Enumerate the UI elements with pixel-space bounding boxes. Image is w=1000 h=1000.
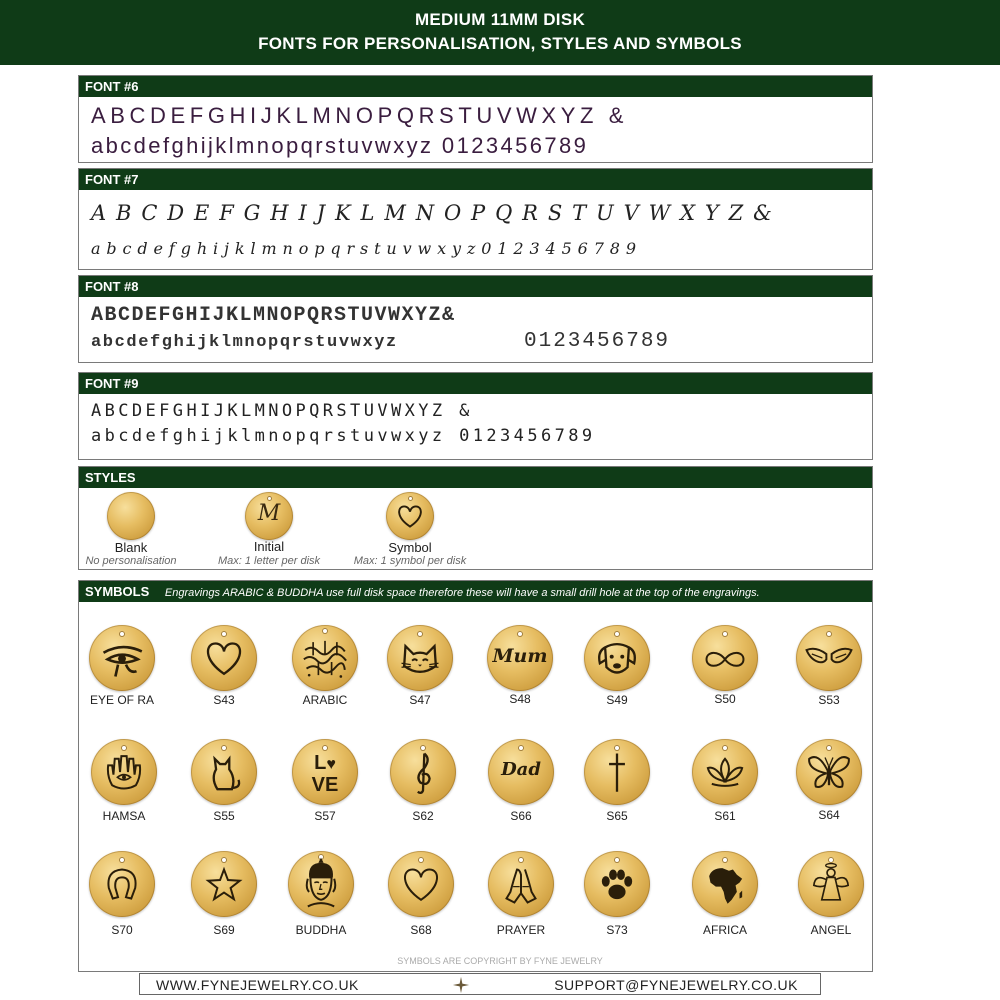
treble-clef-shape bbox=[390, 739, 456, 805]
font-7-lowercase: a b c d e f g h i j k l m n o p q r s t u v w x y z 0 1 2 3 4 5 6 7 8 9 bbox=[91, 239, 637, 258]
symbol-label: S73 bbox=[606, 923, 628, 937]
style-symbol-sub: Max: 1 symbol per disk bbox=[353, 555, 467, 567]
symbol-s49[interactable] bbox=[584, 625, 650, 691]
symbol-prayer[interactable] bbox=[488, 851, 554, 917]
symbol-label: S53 bbox=[818, 693, 840, 707]
font-8-panel bbox=[78, 275, 873, 363]
lotus-icon bbox=[692, 739, 758, 805]
symbol-s43[interactable] bbox=[191, 625, 257, 691]
hamsa-hand-icon bbox=[91, 739, 157, 805]
styles-title: STYLES bbox=[79, 467, 872, 488]
symbols-header bbox=[79, 581, 872, 602]
symbols-title: SYMBOLS bbox=[85, 584, 150, 599]
angel-icon bbox=[798, 851, 864, 917]
font-9-uppercase: ABCDEFGHIJKLMNOPQRSTUVWXYZ & bbox=[91, 401, 473, 421]
sparkle-star-icon bbox=[452, 976, 470, 994]
symbol-s62[interactable] bbox=[390, 739, 456, 805]
page-header bbox=[0, 0, 1000, 65]
love-heart-icon: L♥ VE bbox=[311, 752, 339, 796]
cat-face-icon bbox=[387, 625, 453, 691]
header-title: MEDIUM 11MM DISK bbox=[414, 10, 586, 29]
infinity-icon bbox=[692, 625, 758, 691]
website-link[interactable]: WWW.FYNEJEWELRY.CO.UK bbox=[156, 977, 359, 993]
symbol-s53[interactable] bbox=[796, 625, 862, 691]
symbol-label: AFRICA bbox=[702, 923, 747, 937]
symbol-label: S48 bbox=[509, 692, 531, 706]
font-9-panel bbox=[78, 372, 873, 460]
symbol-buddha[interactable] bbox=[288, 851, 354, 917]
symbol-s48[interactable] bbox=[487, 625, 553, 691]
eye-of-ra-icon bbox=[89, 625, 155, 691]
style-symbol-disk[interactable] bbox=[386, 492, 434, 540]
symbol-label: S47 bbox=[409, 693, 431, 707]
initial-m-glyph: M bbox=[257, 501, 281, 526]
heart-outline-icon bbox=[386, 492, 434, 540]
arabic-calligraphy-icon bbox=[292, 625, 358, 691]
copyright-notice: SYMBOLS ARE COPYRIGHT BY FYNE JEWELRY bbox=[397, 956, 603, 966]
buddha-icon bbox=[288, 851, 354, 917]
style-blank-label: Blank bbox=[114, 540, 148, 555]
symbol-label: S61 bbox=[714, 809, 736, 823]
butterfly-icon bbox=[796, 739, 862, 805]
header-subtitle: FONTS FOR PERSONALISATION, STYLES AND SYMBOLS bbox=[258, 34, 742, 53]
symbol-arabic[interactable] bbox=[292, 625, 358, 691]
font-8-digits: 0123456789 bbox=[524, 330, 671, 353]
style-symbol-label: Symbol bbox=[388, 540, 432, 555]
heart-outline-icon bbox=[191, 625, 257, 691]
horseshoe-icon bbox=[89, 851, 155, 917]
angel-wings-icon bbox=[796, 625, 862, 691]
symbol-label: S57 bbox=[314, 809, 336, 823]
symbol-s73[interactable] bbox=[584, 851, 650, 917]
dad-script-icon: Dad bbox=[501, 759, 541, 780]
symbols-panel bbox=[78, 580, 873, 972]
symbol-label: S69 bbox=[213, 923, 235, 937]
symbols-note: Engravings ARABIC & BUDDHA use full disk space therefore these will have a small drill hole at the top of the engravings. bbox=[164, 587, 760, 599]
star-outline-icon bbox=[191, 851, 257, 917]
symbol-label: BUDDHA bbox=[295, 923, 347, 937]
styles-panel bbox=[78, 466, 873, 570]
symbol-label: S70 bbox=[111, 923, 133, 937]
symbol-label: HAMSA bbox=[102, 809, 146, 823]
symbol-label: ARABIC bbox=[302, 693, 348, 707]
style-blank-sub: No personalisation bbox=[85, 555, 177, 567]
symbol-s57[interactable] bbox=[292, 739, 358, 805]
paw-print-icon bbox=[584, 851, 650, 917]
font-8-lowercase: abcdefghijklmnopqrstuvwxyz bbox=[91, 333, 398, 352]
symbol-s68[interactable] bbox=[388, 851, 454, 917]
symbol-label: S49 bbox=[606, 693, 628, 707]
symbol-label: S68 bbox=[410, 923, 432, 937]
font-8-uppercase: ABCDEFGHIJKLMNOPQRSTUVWXYZ& bbox=[91, 304, 456, 327]
font-9-lowercase: abcdefghijklmnopqrstuvwxyz 0123456789 bbox=[91, 426, 596, 446]
font-7-panel bbox=[78, 168, 873, 270]
font-6-title: FONT #6 bbox=[79, 76, 872, 97]
symbol-s69[interactable] bbox=[191, 851, 257, 917]
symbol-label: EYE OF RA bbox=[89, 693, 154, 707]
font-9-title: FONT #9 bbox=[79, 373, 872, 394]
support-email-link[interactable]: SUPPORT@FYNEJEWELRY.CO.UK bbox=[554, 977, 798, 993]
symbol-s55[interactable] bbox=[191, 739, 257, 805]
font-8-title: FONT #8 bbox=[79, 276, 872, 297]
symbol-s65[interactable] bbox=[584, 739, 650, 805]
style-blank-disk[interactable] bbox=[107, 492, 155, 540]
symbol-s64[interactable] bbox=[796, 739, 862, 805]
footer-bar bbox=[139, 973, 821, 995]
symbol-label: S50 bbox=[714, 692, 736, 706]
symbol-s70[interactable] bbox=[89, 851, 155, 917]
symbol-label: PRAYER bbox=[496, 923, 546, 937]
symbol-label: S64 bbox=[818, 808, 840, 822]
africa-map-icon bbox=[692, 851, 758, 917]
symbol-s66[interactable] bbox=[488, 739, 554, 805]
heart-outline-icon bbox=[388, 851, 454, 917]
style-initial-sub: Max: 1 letter per disk bbox=[217, 555, 321, 567]
symbol-angel[interactable] bbox=[798, 851, 864, 917]
symbol-hamsa[interactable] bbox=[91, 739, 157, 805]
symbol-eye-of-ra[interactable] bbox=[89, 625, 155, 691]
cross-icon bbox=[584, 739, 650, 805]
symbol-label: S66 bbox=[510, 809, 532, 823]
symbol-label: S62 bbox=[412, 809, 434, 823]
praying-hands-icon bbox=[488, 851, 554, 917]
symbol-s61[interactable] bbox=[692, 739, 758, 805]
mum-script-icon: Mum bbox=[492, 645, 548, 667]
font-6-lowercase: abcdefghijklmnopqrstuvwxyz 0123456789 bbox=[91, 133, 589, 158]
symbol-s50[interactable] bbox=[692, 625, 758, 691]
symbol-label: ANGEL bbox=[810, 923, 852, 937]
symbol-s47[interactable] bbox=[387, 625, 453, 691]
font-6-uppercase: ABCDEFGHIJKLMNOPQRSTUVWXYZ & bbox=[91, 103, 629, 128]
symbol-label: S55 bbox=[213, 809, 235, 823]
dog-face-icon bbox=[584, 625, 650, 691]
symbol-africa[interactable] bbox=[692, 851, 758, 917]
sitting-cat-icon bbox=[191, 739, 257, 805]
font-7-title: FONT #7 bbox=[79, 169, 872, 190]
symbol-label: S43 bbox=[213, 693, 235, 707]
style-initial-label: Initial bbox=[253, 539, 285, 554]
font-6-panel bbox=[78, 75, 873, 163]
style-initial-disk[interactable] bbox=[245, 492, 293, 540]
symbol-label: S65 bbox=[606, 809, 628, 823]
font-7-uppercase: A B C D E F G H I J K L M N O P Q R S T U V W X Y Z & bbox=[91, 201, 774, 225]
